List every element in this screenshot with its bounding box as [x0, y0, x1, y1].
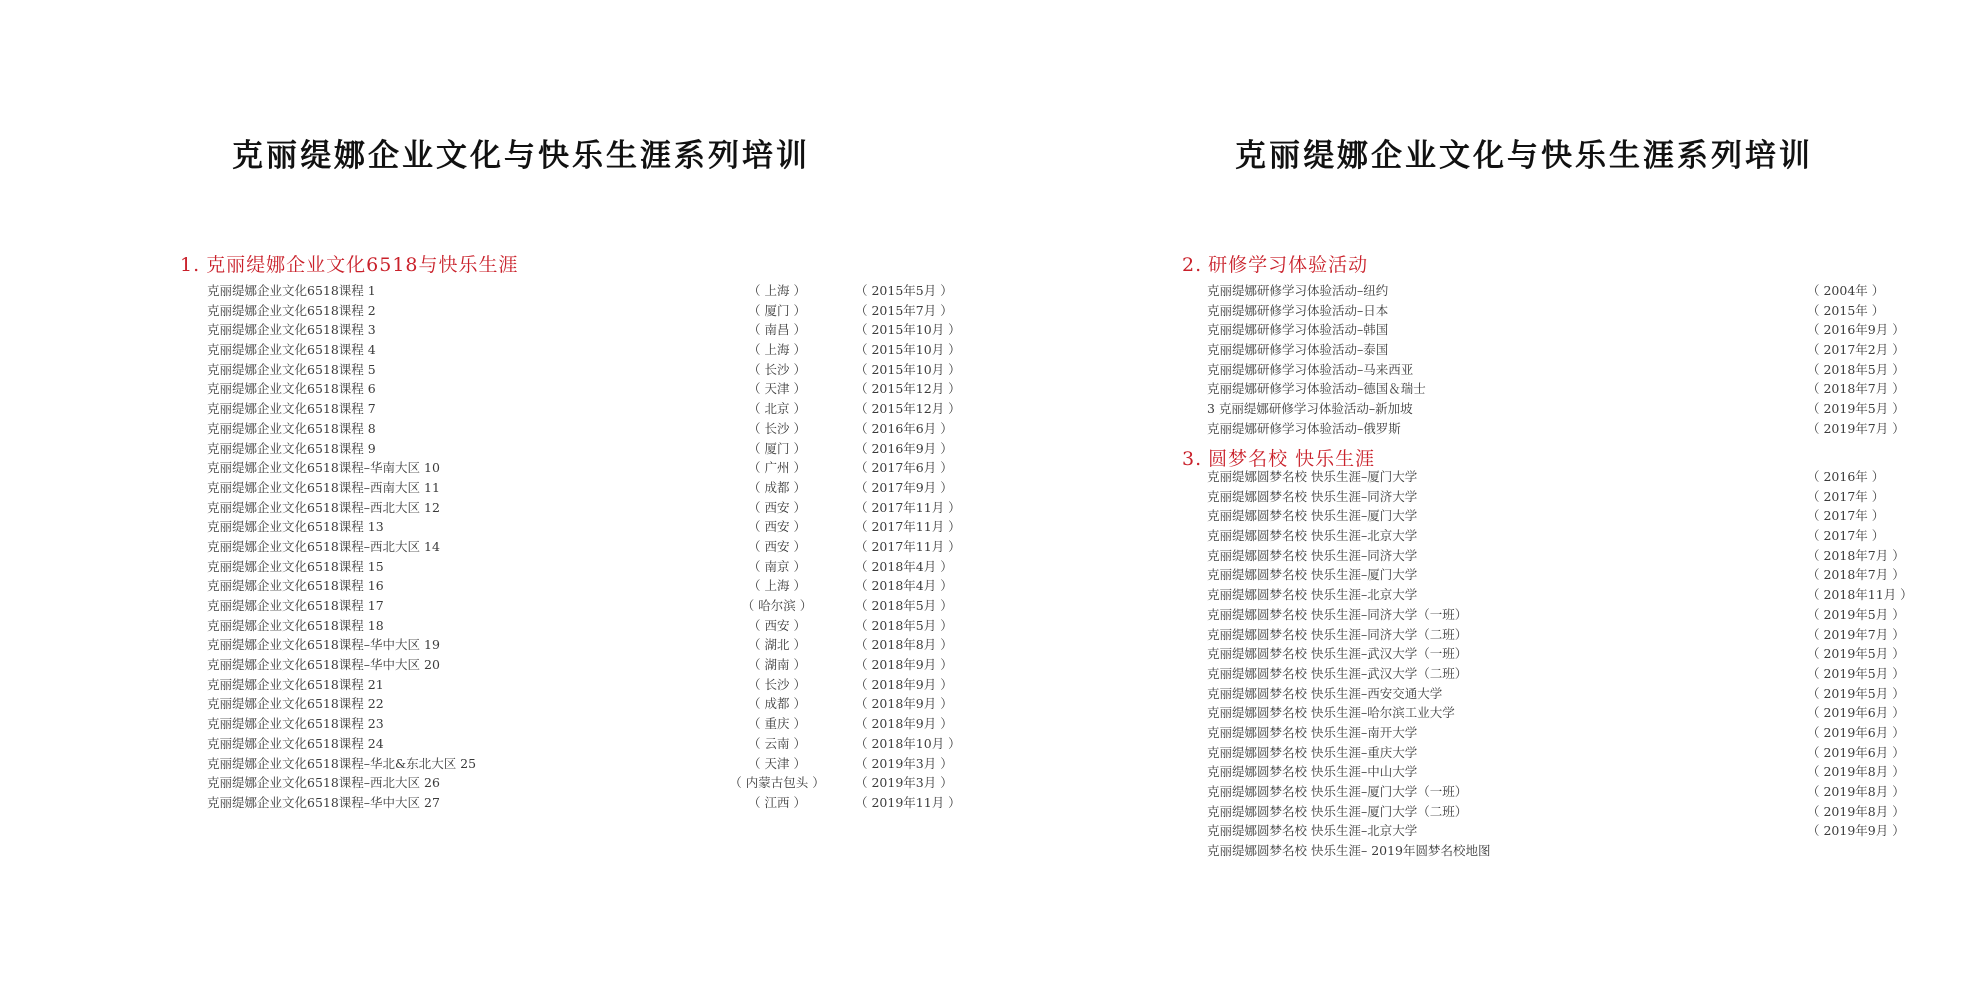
item-date: （ 2019年3月 ） — [855, 775, 953, 791]
item-location: （ 北京 ） — [748, 401, 806, 417]
list-item — [207, 616, 953, 636]
list-item — [1207, 320, 1905, 340]
item-name: 克丽缇娜企业文化6518课程–华北&东北大区 25 — [207, 755, 477, 771]
item-date: （ 2018年9月 ） — [855, 716, 953, 732]
item-location: （ 内蒙古包头 ） — [729, 775, 825, 791]
list-item — [207, 714, 953, 734]
item-location: （ 上海 ） — [748, 578, 806, 594]
item-name: 克丽缇娜企业文化6518课程–西南大区 11 — [207, 479, 440, 495]
item-date: （ 2018年11月 ） — [1807, 587, 1913, 603]
section-title: 研修学习体验活动 — [1208, 254, 1369, 276]
item-date: （ 2017年6月 ） — [855, 460, 953, 476]
item-date: （ 2018年7月 ） — [1807, 381, 1905, 397]
section-number: 2. — [1182, 254, 1203, 276]
item-name: 克丽缇娜研修学习体验活动–纽约 — [1207, 283, 1389, 298]
item-date: （ 2018年9月 ） — [855, 676, 953, 692]
section-number: 1. — [180, 254, 201, 276]
item-name: 克丽缇娜圆梦名校 快乐生涯–西安交通大学 — [1207, 685, 1443, 701]
item-date: （ 2019年11月 ） — [855, 794, 961, 810]
item-date: （ 2019年5月 ） — [1807, 646, 1905, 662]
item-location: （ 重庆 ） — [748, 716, 806, 732]
item-location: （ 云南 ） — [748, 735, 806, 751]
item-name: 克丽缇娜圆梦名校 快乐生涯–同济大学 — [1207, 547, 1418, 563]
list-item — [207, 478, 953, 498]
item-date: （ 2017年 ） — [1807, 488, 1885, 504]
item-name: 克丽缇娜企业文化6518课程–华中大区 20 — [207, 657, 440, 673]
item-name: 克丽缇娜企业文化6518课程 18 — [207, 617, 384, 633]
item-date: （ 2018年5月 ） — [855, 617, 953, 633]
item-name: 克丽缇娜圆梦名校 快乐生涯–北京大学 — [1207, 587, 1418, 603]
item-name: 3 克丽缇娜研修学习体验活动–新加坡 — [1207, 401, 1413, 417]
item-date: （ 2015年5月 ） — [855, 283, 953, 298]
item-name: 克丽缇娜企业文化6518课程 8 — [207, 420, 376, 436]
item-date: （ 2004年 ） — [1807, 283, 1885, 298]
item-name: 克丽缇娜企业文化6518课程 15 — [207, 558, 384, 574]
item-date: （ 2016年9月 ） — [1807, 322, 1905, 338]
item-date: （ 2015年7月 ） — [855, 302, 953, 318]
item-name: 克丽缇娜企业文化6518课程 3 — [207, 322, 376, 338]
item-name: 克丽缇娜圆梦名校 快乐生涯–哈尔滨工业大学 — [1207, 705, 1455, 721]
item-name: 克丽缇娜企业文化6518课程–西北大区 26 — [207, 775, 440, 791]
item-date: （ 2016年6月 ） — [855, 420, 953, 436]
list-item — [207, 537, 961, 557]
item-location: （ 上海 ） — [748, 342, 806, 358]
item-name: 克丽缇娜圆梦名校 快乐生涯–同济大学 — [1207, 488, 1418, 504]
item-date: （ 2016年 ） — [1807, 469, 1885, 484]
item-name: 克丽缇娜企业文化6518课程 7 — [207, 401, 376, 417]
item-date: （ 2019年5月 ） — [1807, 401, 1905, 417]
item-location: （ 湖北 ） — [748, 637, 806, 653]
list-item — [207, 596, 953, 616]
item-location: （ 天津 ） — [748, 755, 806, 771]
list-item — [207, 281, 953, 301]
section-number: 3. — [1182, 448, 1203, 470]
item-location: （ 西安 ） — [748, 499, 806, 515]
list-item — [207, 360, 961, 380]
list-item — [207, 576, 953, 596]
list-item — [1207, 281, 1885, 301]
item-name: 克丽缇娜企业文化6518课程 16 — [207, 578, 384, 594]
list-item — [207, 419, 953, 439]
item-location: （ 西安 ） — [748, 617, 806, 633]
list-item — [207, 517, 961, 537]
item-name: 克丽缇娜企业文化6518课程 13 — [207, 519, 384, 535]
page-title: 克丽缇娜企业文化与快乐生涯系列培训 — [232, 138, 810, 174]
list-item — [207, 340, 961, 360]
item-date: （ 2019年7月 ） — [1807, 420, 1905, 436]
list-item — [1207, 487, 1885, 507]
list-item — [207, 694, 953, 714]
item-date: （ 2018年7月 ） — [1807, 567, 1905, 583]
list-item — [207, 301, 953, 321]
list-item — [1207, 565, 1905, 585]
item-name: 克丽缇娜圆梦名校 快乐生涯–北京大学 — [1207, 823, 1418, 839]
section-title: 圆梦名校 快乐生涯 — [1208, 448, 1376, 470]
list-item — [207, 439, 953, 459]
item-date: （ 2018年4月 ） — [855, 578, 953, 594]
item-date: （ 2019年8月 ） — [1807, 784, 1905, 799]
item-name: 克丽缇娜企业文化6518课程 23 — [207, 716, 384, 732]
list-item — [207, 557, 953, 577]
item-date: （ 2015年12月 ） — [855, 381, 961, 397]
list-item — [207, 675, 953, 695]
item-date: （ 2017年11月 ） — [855, 519, 961, 535]
item-location: （ 上海 ） — [748, 283, 806, 298]
list-item — [207, 655, 953, 675]
list-item — [1207, 743, 1905, 763]
item-location: （ 南昌 ） — [748, 322, 806, 338]
item-name: 克丽缇娜圆梦名校 快乐生涯–武汉大学（一班） — [1207, 646, 1468, 662]
item-location: （ 厦门 ） — [748, 440, 806, 456]
item-date: （ 2018年8月 ） — [855, 637, 953, 653]
item-name: 克丽缇娜企业文化6518课程–西北大区 14 — [207, 538, 440, 554]
item-date: （ 2019年7月 ） — [1807, 626, 1905, 642]
item-name: 克丽缇娜企业文化6518课程 1 — [207, 283, 376, 298]
item-date: （ 2015年10月 ） — [855, 361, 961, 377]
item-date: （ 2018年9月 ） — [855, 657, 953, 673]
item-date: （ 2019年8月 ） — [1807, 764, 1905, 780]
item-date: （ 2017年 ） — [1807, 528, 1885, 544]
item-date: （ 2019年6月 ） — [1807, 724, 1905, 740]
list-item — [1207, 821, 1905, 841]
item-date: （ 2019年5月 ） — [1807, 685, 1905, 701]
item-location: （ 长沙 ） — [748, 420, 806, 436]
item-date: （ 2015年 ） — [1807, 302, 1885, 318]
item-name: 克丽缇娜圆梦名校 快乐生涯–厦门大学（二班） — [1207, 803, 1468, 819]
item-name: 克丽缇娜圆梦名校 快乐生涯–武汉大学（二班） — [1207, 665, 1468, 681]
item-date: （ 2016年9月 ） — [855, 440, 953, 456]
item-location: （ 长沙 ） — [748, 361, 806, 377]
section-heading-2 — [1182, 250, 1368, 277]
item-date: （ 2019年6月 ） — [1807, 705, 1905, 721]
item-date: （ 2017年11月 ） — [855, 499, 961, 515]
list-item — [1207, 762, 1905, 782]
list-item — [1207, 467, 1885, 487]
item-name: 克丽缇娜企业文化6518课程 6 — [207, 381, 376, 397]
item-location: （ 西安 ） — [748, 538, 806, 554]
item-name: 克丽缇娜企业文化6518课程 21 — [207, 676, 384, 692]
item-date: （ 2017年 ） — [1807, 508, 1885, 524]
list-item — [1207, 802, 1905, 822]
list-item — [207, 399, 961, 419]
item-date: （ 2019年5月 ） — [1807, 665, 1905, 681]
item-location: （ 成都 ） — [748, 479, 806, 495]
list-item — [207, 793, 961, 813]
item-location: （ 湖南 ） — [748, 657, 806, 673]
section-title: 克丽缇娜企业文化6518与快乐生涯 — [206, 254, 519, 276]
item-name: 克丽缇娜圆梦名校 快乐生涯–中山大学 — [1207, 764, 1418, 780]
item-name: 克丽缇娜企业文化6518课程–华中大区 19 — [207, 637, 440, 653]
item-location: （ 长沙 ） — [748, 676, 806, 692]
item-date: （ 2018年5月 ） — [855, 598, 953, 613]
item-date: （ 2018年10月 ） — [855, 735, 961, 751]
list-item — [1207, 782, 1905, 802]
item-name: 克丽缇娜圆梦名校 快乐生涯–北京大学 — [1207, 528, 1418, 544]
item-date: （ 2018年4月 ） — [855, 558, 953, 574]
item-location: （ 广州 ） — [748, 460, 806, 476]
item-date: （ 2018年7月 ） — [1807, 547, 1905, 563]
item-name: 克丽缇娜研修学习体验活动–俄罗斯 — [1207, 420, 1401, 436]
list-item — [1207, 644, 1905, 664]
study-tour-list — [1207, 281, 1905, 439]
item-name: 克丽缇娜企业文化6518课程 9 — [207, 440, 376, 456]
list-item — [1207, 301, 1885, 321]
list-item — [1207, 841, 1767, 861]
item-name: 克丽缇娜企业文化6518课程 2 — [207, 302, 376, 318]
list-item — [207, 773, 953, 793]
item-name: 克丽缇娜圆梦名校 快乐生涯–同济大学（一班） — [1207, 606, 1468, 622]
item-date: （ 2017年9月 ） — [855, 479, 953, 495]
section-heading-1 — [180, 250, 519, 277]
list-item — [1207, 703, 1905, 723]
item-name: 克丽缇娜圆梦名校 快乐生涯–厦门大学 — [1207, 469, 1418, 484]
item-name: 克丽缇娜企业文化6518课程 22 — [207, 696, 384, 712]
item-date: （ 2018年5月 ） — [1807, 361, 1905, 377]
item-date: （ 2015年10月 ） — [855, 322, 961, 338]
item-location: （ 江西 ） — [748, 794, 806, 810]
list-item — [1207, 419, 1905, 439]
item-date: （ 2019年3月 ） — [855, 755, 953, 771]
university-program-list — [1207, 467, 1913, 861]
list-item — [1207, 664, 1905, 684]
item-name: 克丽缇娜圆梦名校 快乐生涯–厦门大学 — [1207, 508, 1418, 524]
right-page — [994, 0, 1988, 1005]
item-name: 克丽缇娜圆梦名校 快乐生涯–厦门大学（一班） — [1207, 784, 1468, 799]
list-item — [207, 458, 953, 478]
item-location: （ 天津 ） — [748, 381, 806, 397]
item-name: 克丽缇娜圆梦名校 快乐生涯–厦门大学 — [1207, 567, 1418, 583]
item-date: （ 2019年6月 ） — [1807, 744, 1905, 760]
list-item — [1207, 605, 1905, 625]
item-name: 克丽缇娜研修学习体验活动–泰国 — [1207, 342, 1389, 358]
list-item — [207, 379, 961, 399]
item-name: 克丽缇娜企业文化6518课程 4 — [207, 342, 376, 358]
item-date: （ 2015年12月 ） — [855, 401, 961, 417]
item-date: （ 2019年9月 ） — [1807, 823, 1905, 839]
list-item — [1207, 546, 1905, 566]
item-name: 克丽缇娜企业文化6518课程 5 — [207, 361, 376, 377]
item-name: 克丽缇娜企业文化6518课程 17 — [207, 598, 384, 613]
item-name: 克丽缇娜企业文化6518课程–华中大区 27 — [207, 794, 440, 810]
item-location: （ 哈尔滨 ） — [741, 598, 813, 613]
item-date: （ 2019年8月 ） — [1807, 803, 1905, 819]
item-date: （ 2018年9月 ） — [855, 696, 953, 712]
item-name: 克丽缇娜研修学习体验活动–德国＆瑞士 — [1207, 381, 1426, 397]
list-item — [1207, 399, 1905, 419]
item-date: （ 2017年2月 ） — [1807, 342, 1905, 358]
list-item — [1207, 360, 1905, 380]
page-title: 克丽缇娜企业文化与快乐生涯系列培训 — [1235, 138, 1813, 174]
list-item — [207, 635, 953, 655]
list-item — [207, 320, 961, 340]
list-item — [1207, 340, 1905, 360]
item-location: （ 南京 ） — [748, 558, 806, 574]
item-date: （ 2015年10月 ） — [855, 342, 961, 358]
list-item — [1207, 585, 1913, 605]
item-name: 克丽缇娜研修学习体验活动–日本 — [1207, 302, 1389, 318]
item-name: 克丽缇娜研修学习体验活动–韩国 — [1207, 322, 1389, 338]
item-name: 克丽缇娜圆梦名校 快乐生涯–重庆大学 — [1207, 744, 1418, 760]
list-item — [1207, 526, 1885, 546]
item-name: 克丽缇娜企业文化6518课程–华南大区 10 — [207, 460, 440, 476]
item-date: （ 2017年11月 ） — [855, 538, 961, 554]
list-item — [1207, 723, 1905, 743]
item-location: （ 厦门 ） — [748, 302, 806, 318]
item-name: 克丽缇娜企业文化6518课程 24 — [207, 735, 384, 751]
list-item — [1207, 625, 1905, 645]
item-name: 克丽缇娜圆梦名校 快乐生涯–同济大学（二班） — [1207, 626, 1468, 642]
item-location: （ 成都 ） — [748, 696, 806, 712]
course-list — [207, 281, 961, 813]
item-name: 克丽缇娜圆梦名校 快乐生涯– 2019年圆梦名校地图 — [1207, 843, 1491, 859]
item-name: 克丽缇娜圆梦名校 快乐生涯–南开大学 — [1207, 724, 1418, 740]
list-item — [1207, 506, 1885, 526]
item-name: 克丽缇娜研修学习体验活动–马来西亚 — [1207, 361, 1414, 377]
item-name: 克丽缇娜企业文化6518课程–西北大区 12 — [207, 499, 440, 515]
list-item — [207, 754, 953, 774]
list-item — [207, 734, 961, 754]
list-item — [1207, 684, 1905, 704]
list-item — [1207, 379, 1905, 399]
item-location: （ 西安 ） — [748, 519, 806, 535]
item-date: （ 2019年5月 ） — [1807, 606, 1905, 622]
list-item — [207, 498, 961, 518]
